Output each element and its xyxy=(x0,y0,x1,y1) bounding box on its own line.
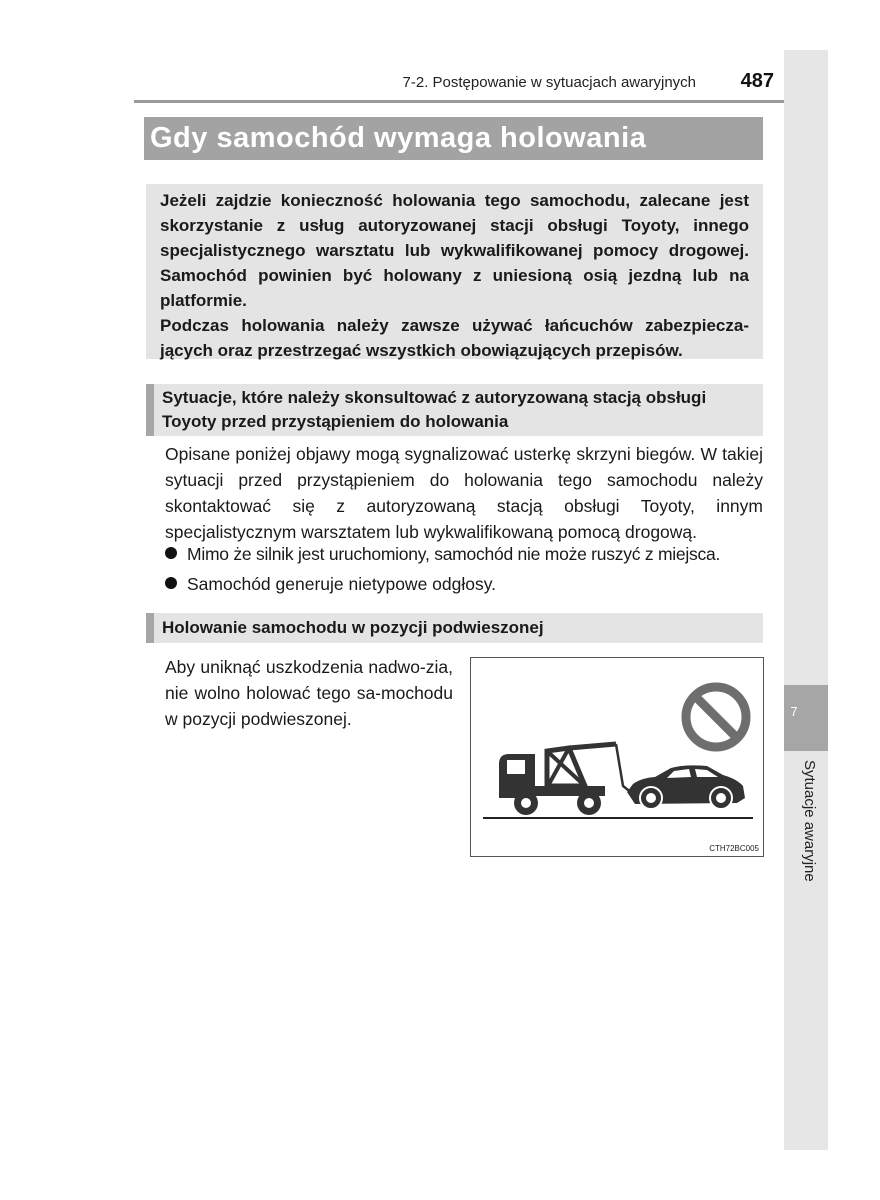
tow-truck-icon xyxy=(499,744,633,815)
chapter-number: 7 xyxy=(790,704,798,719)
car-icon xyxy=(627,765,745,809)
bullet-dot-icon xyxy=(165,577,177,589)
header-rule xyxy=(134,100,784,103)
page-title: Gdy samochód wymaga holowania xyxy=(144,117,763,160)
side-strip xyxy=(784,50,828,1150)
page-number: 487 xyxy=(740,70,774,92)
section1-heading: Sytuacje, które należy skonsultować z autoryzowaną stacją obsługi Toyoty przed przystąpieniem do holowania xyxy=(146,384,763,436)
chapter-label: Sytuacje awaryjne xyxy=(801,760,818,882)
towing-figure xyxy=(470,657,764,857)
bullet-text-2: Samochód generuje nietypowe odgłosy. xyxy=(187,574,497,594)
intro-paragraph-1: Jeżeli zajdzie konieczność holowania tego samochodu, zalecane jest skorzystanie z usług autoryzowanej stacji obsługi Toyoty, innego specjalistycznego warsztatu lub wykwalifikowanej pomocy drogowej. Samochód powinien być holowany z uniesioną osią jezdną lub na platformie. xyxy=(160,191,749,310)
bullet-item-1 xyxy=(165,541,765,567)
header-section-title: 7-2. Postępowanie w sytuacjach awaryjnych xyxy=(402,74,696,91)
section2-heading: Holowanie samochodu w pozycji podwieszonej xyxy=(146,613,763,643)
section1-body: Opisane poniżej objawy mogą sygnalizować usterkę skrzyni biegów. W takiej sytuacji przed przystąpieniem do holowania tego samochodu należy skontaktować się z autoryzowaną stacją obsługi Toyoty, innym specjalistycznym warsztatem lub wykwalifikowaną pomocą drogową. xyxy=(165,444,763,542)
bullet-text-1: Mimo że silnik jest uruchomiony, samochód nie może ruszyć z miejsca. xyxy=(187,544,721,564)
towing-illustration xyxy=(471,658,763,856)
intro-paragraph-2: Podczas holowania należy zawsze używać łańcuchów zabezpiecza-jących oraz przestrzegać wszystkich obowiązujących przepisów. xyxy=(160,316,749,360)
figure-code: CTH72BC005 xyxy=(709,844,759,853)
section2-body: Aby uniknąć uszkodzenia nadwo-zia, nie wolno holować tego sa-mochodu w pozycji podwieszonej. xyxy=(165,657,453,729)
prohibited-icon xyxy=(686,687,746,747)
bullet-dot-icon xyxy=(165,547,177,559)
bullet-item-2 xyxy=(165,571,765,597)
intro-box xyxy=(146,184,763,359)
